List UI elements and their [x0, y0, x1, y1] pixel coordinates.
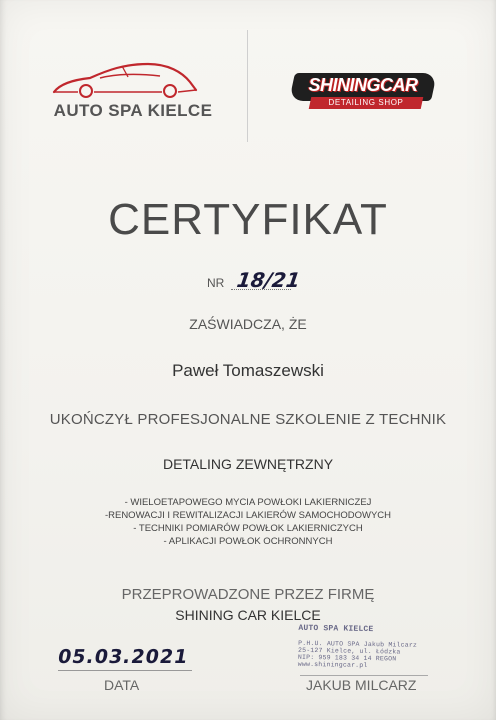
date-value: 05.03.2021 [56, 646, 191, 668]
topic-item: - TECHNIKI POMIARÓW POWŁOK LAKIERNICZYCH [133, 523, 363, 534]
stamp-line: NIP: 959 183 34 14 REGON [297, 653, 397, 663]
completed-text: UKOŃCZYŁ PROFESJONALNE SZKOLENIE Z TECHNIK [49, 411, 447, 428]
signer-signature-line [300, 675, 428, 676]
stamp-line: www.shiningcar.pl [297, 660, 368, 669]
right-logo-sub-text: DETAILING SHOP [328, 98, 404, 107]
stamp-line: AUTO SPA KIELCE [298, 623, 374, 635]
shiningcar-logo [292, 73, 434, 113]
date-label: DATA [104, 677, 140, 693]
number-label: NR [207, 276, 225, 290]
topics-list [0, 496, 496, 548]
company-stamp [298, 624, 441, 682]
stamp-line: P.H.U. AUTO SPA Jakub Milcarz [298, 639, 418, 649]
certificate-title: CERTYFIKAT [108, 195, 388, 244]
conducted-text: PRZEPROWADZONE PRZEZ FIRMĘ [121, 586, 375, 603]
recipient-name: Paweł Tomaszewski [172, 361, 324, 380]
right-logo-main-text: SHININGCAR [308, 75, 418, 95]
date-signature-line [58, 670, 192, 671]
certificate-number [207, 270, 307, 294]
topic-item: - APLIKACJI POWŁOK OCHRONNYCH [163, 536, 333, 547]
stamp-line: 25-127 Kielce, ul. Łódzka [297, 646, 401, 656]
certifies-text: ZAŚWIADCZA, ŻE [189, 316, 307, 332]
company-name: SHINING CAR KIELCE [175, 607, 321, 623]
number-value: 18/21 [235, 268, 302, 292]
car-silhouette-icon [50, 58, 200, 98]
header-divider [247, 30, 248, 142]
signer-name: JAKUB MILCARZ [306, 677, 417, 693]
auto-spa-kielce-logo [30, 52, 230, 132]
topic-item: - WIELOETAPOWEGO MYCIA POWŁOKI LAKIERNICZEJ [124, 497, 372, 508]
left-logo-text: AUTO SPA KIELCE [53, 101, 213, 120]
topic-item: -RENOWACJI I REWITALIZACJI LAKIERÓW SAMOCHODOWYCH [104, 510, 392, 521]
course-name: DETALING ZEWNĘTRZNY [162, 456, 334, 472]
